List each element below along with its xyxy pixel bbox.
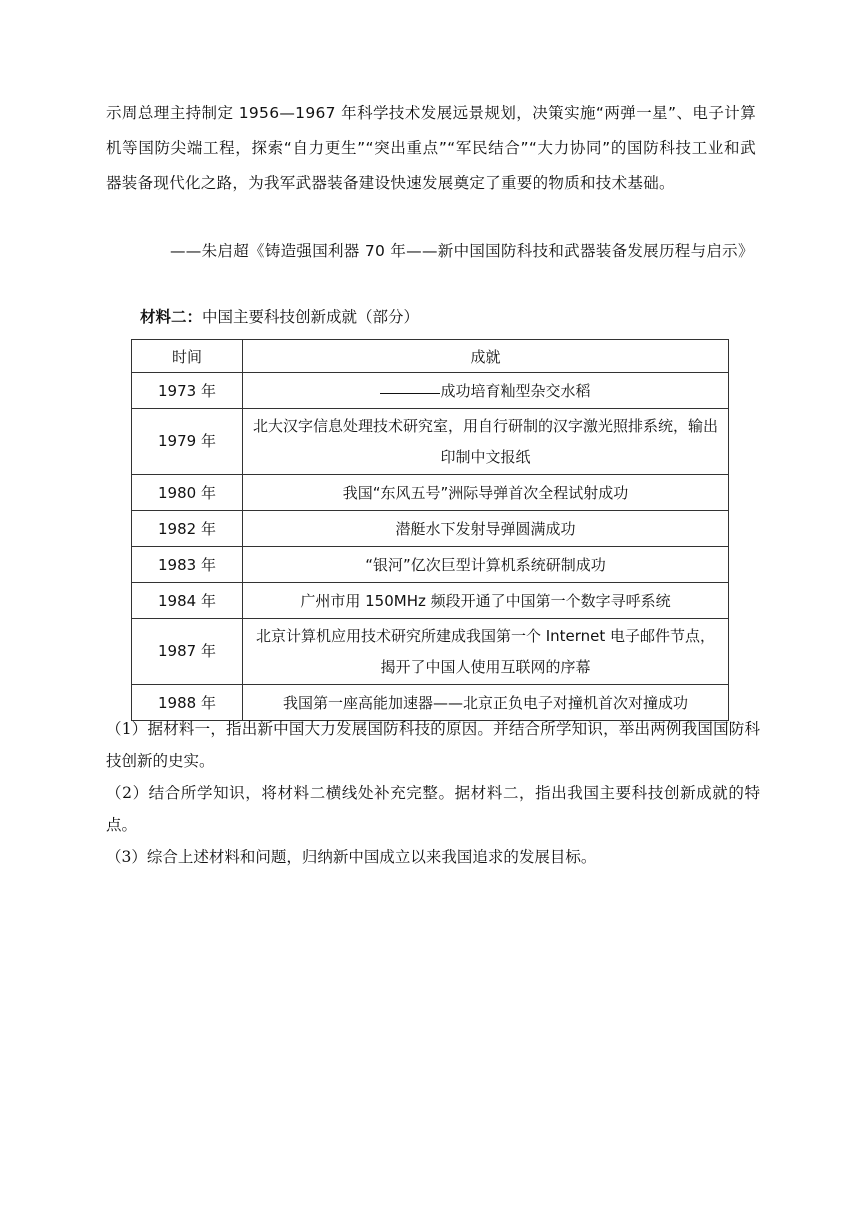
- material-one-citation: ——朱启超《铸造强国利器 70 年——新中国国防科技和武器装备发展历程与启示》: [170, 242, 754, 260]
- table-row: [132, 583, 729, 619]
- row-time: 1988 年: [132, 685, 243, 721]
- row-time: 1982 年: [132, 511, 243, 547]
- questions-block: [106, 713, 760, 873]
- row-achievement: 我国第一座高能加速器——北京正负电子对撞机首次对撞成功: [243, 685, 729, 721]
- header-time: 时间: [132, 340, 243, 373]
- material-one-text: 示周总理主持制定 1956—1967 年科学技术发展远景规划，决策实施“两弹一星”、电子计算机等国防尖端工程，探索“自力更生”“突出重点”“军民结合”“大力协同”的国防科技工业和武器装备现代化之路，为我军武器装备建设快速发展奠定了重要的物质和技术基础。: [106, 104, 756, 192]
- row-achievement: “银河”亿次巨型计算机系统研制成功: [243, 547, 729, 583]
- row-time: 1987 年: [132, 619, 243, 685]
- row-achievement: 我国“东风五号”洲际导弹首次全程试射成功: [243, 475, 729, 511]
- row-achievement: 潜艇水下发射导弹圆满成功: [243, 511, 729, 547]
- row-achievement: 北大汉字信息处理技术研究室，用自行研制的汉字激光照排系统，输出印制中文报纸: [243, 409, 729, 475]
- material-two-title: 中国主要科技创新成就（部分）: [202, 308, 420, 326]
- row-time: 1979 年: [132, 409, 243, 475]
- question-3: （3）综合上述材料和问题，归纳新中国成立以来我国追求的发展目标。: [106, 848, 597, 866]
- table-row: [132, 475, 729, 511]
- achievements-table: [131, 339, 729, 721]
- row-achievement: 广州市用 150MHz 频段开通了中国第一个数字寻呼系统: [243, 583, 729, 619]
- question-2: （2）结合所学知识，将材料二横线处补充完整。据材料二，指出我国主要科技创新成就的特点。: [106, 784, 760, 834]
- table-row: [132, 373, 729, 409]
- material-two-label: 材料二：: [140, 308, 203, 326]
- header-achievement: 成就: [243, 340, 729, 373]
- row-achievement-text: 成功培育籼型杂交水稻: [440, 382, 591, 400]
- table-header-row: [132, 340, 729, 373]
- row-time: 1983 年: [132, 547, 243, 583]
- row-time: 1984 年: [132, 583, 243, 619]
- row-time: 1980 年: [132, 475, 243, 511]
- row-achievement: [243, 373, 729, 409]
- row-time: 1973 年: [132, 373, 243, 409]
- table-row: [132, 511, 729, 547]
- fill-in-blank: [380, 392, 440, 394]
- question-1: （1）据材料一，指出新中国大力发展国防科技的原因。并结合所学知识，举出两例我国国防科技创新的史实。: [106, 720, 760, 770]
- table-row: [132, 409, 729, 475]
- table-row: [132, 619, 729, 685]
- material-two-heading: [140, 302, 419, 332]
- table-row: [132, 547, 729, 583]
- row-achievement: 北京计算机应用技术研究所建成我国第一个 Internet 电子邮件节点，揭开了中国人使用互联网的序幕: [243, 619, 729, 685]
